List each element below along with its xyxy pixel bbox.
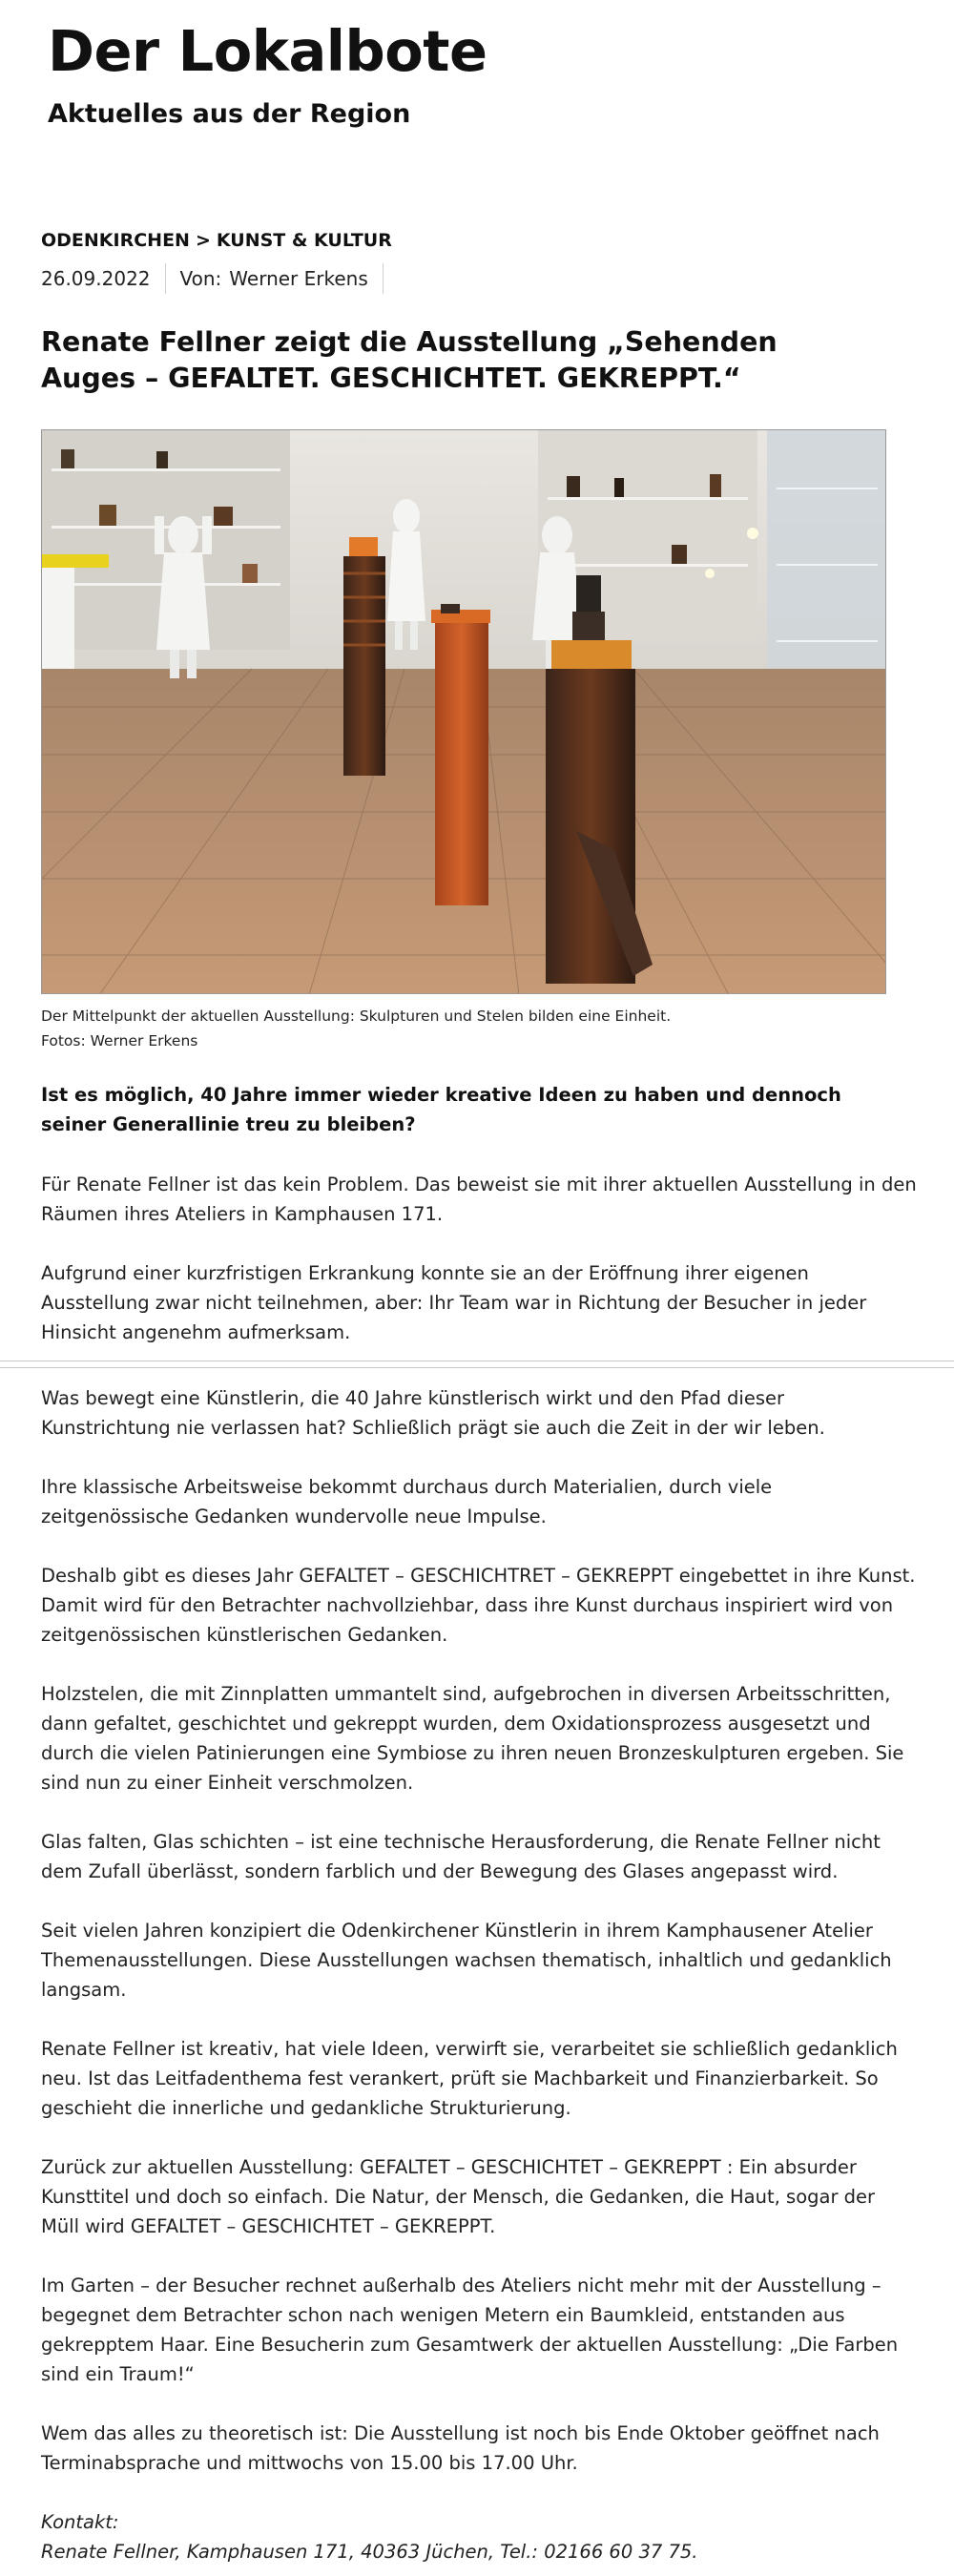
breadcrumb-location[interactable]: ODENKIRCHEN [41,230,190,251]
site-title[interactable]: Der Lokalbote [48,18,487,84]
article-paragraph: Was bewegt eine Künstlerin, die 40 Jahre künstlerisch wirkt und den Pfad dieser Kunstrichtung nie verlassen hat? Schließlich prägt sie auch die Zeit in der wir leben. [41,1387,825,1439]
site-tagline: Aktuelles aus der Region [48,99,411,129]
article-paragraph: Glas falten, Glas schichten – ist eine technische Herausforderung, die Renate Fellner nicht dem Zufall überlässt, sondern farblich und der Bewegung des Glases angepasst wird. [41,1831,881,1882]
article [41,227,919,2566]
article-paragraph: Renate Fellner ist kreativ, hat viele Ideen, verwirft sie, verarbeitet sie schließlich gedanklich neu. Ist das Leitfadenthema fest verankert, prüft sie Machbarkeit und Finanzierbarkeit. So geschieht die innerliche und gedankliche Strukturierung. [41,2038,898,2119]
article-paragraph: Im Garten – der Besucher rechnet außerhalb des Ateliers nicht mehr mit der Ausstellung – begegnet dem Betrachter schon nach wenigen Metern ein Baumkleid, entstanden aus gekrepptem Haar. Eine Besucherin zum Gesamtwerk der aktuellen Ausstellung: „Die Farben sind ein Traum!“ [41,2275,899,2385]
image-caption [41,1004,919,1053]
article-paragraph: Wem das alles zu theoretisch ist: Die Ausstellung ist noch bis Ende Oktober geöffnet nach Terminabsprache und mittwochs von 15.00 bis 17.00 Uhr. [41,2422,880,2474]
author-prefix: Von: [179,267,222,290]
contact-block [41,2507,919,2566]
article-paragraph: Zurück zur aktuellen Ausstellung: GEFALTET – GESCHICHTET – GEKREPPT : Ein absurder Kunsttitel und doch so einfach. Die Natur, der Mensch, die Gedanken, die Haut, sogar der Müll wird GEFALTET – GESCHICHTET – GEKREPPT. [41,2156,876,2237]
meta-divider [165,263,166,294]
article-paragraph: Seit vielen Jahren konzipiert die Odenkirchener Künstlerin in ihrem Kamphausener Atelier Themenausstellungen. Diese Ausstellungen wachsen thematisch, inhaltlich und gedanklich langsam. [41,1920,892,2001]
meta-divider [383,263,384,294]
article-paragraph: Ihre klassische Arbeitsweise bekommt durchaus durch Materialien, durch viele zeitgenössische Gedanken wundervolle neue Impulse. [41,1476,773,1527]
article-paragraph: Für Renate Fellner ist das kein Problem. Das beweist sie mit ihrer aktuellen Ausstellung in den Räumen ihres Ateliers in Kamphausen 171. [41,1174,917,1225]
contact-label: Kontakt: [41,2511,119,2533]
masthead [48,17,487,132]
breadcrumb-separator: > [195,230,211,251]
article-headline: Renate Fellner zeigt die Ausstellung „Sehenden Auges – GEFALTET. GESCHICHTET. GEKREPPT.“ [41,326,778,394]
article-paragraph: Aufgrund einer kurzfristigen Erkrankung konnte sie an der Eröffnung ihrer eigenen Ausstellung zwar nicht teilnehmen, aber: Ihr Team war in Richtung der Besucher in jeder Hinsicht angenehm aufmerksam. [41,1262,867,1343]
article-paragraph: Holzstelen, die mit Zinnplatten ummantelt sind, aufgebrochen in diversen Arbeitsschritten, dann gefaltet, geschichtet und gekreppt wurden, dem Oxidationsprozess ausgesetzt und durch die vielen Patinierungen eine Symbiose zu ihren neuen Bronzeskulpturen ergeben. Sie sind nun zu einer Einheit verschmolzen. [41,1683,904,1794]
article-author[interactable]: Werner Erkens [229,267,368,290]
photo-credit: Fotos: Werner Erkens [41,1032,198,1049]
article-image[interactable] [41,429,886,994]
article-lead: Ist es möglich, 40 Jahre immer wieder kreative Ideen zu haben und dennoch seiner Generallinie treu zu bleiben? [41,1084,841,1135]
page-divider [0,1367,954,1368]
caption-text: Der Mittelpunkt der aktuellen Ausstellung: Skulpturen und Stelen bilden eine Einheit. [41,1008,672,1025]
breadcrumb [41,227,919,254]
exhibition-photo [42,430,886,994]
breadcrumb-category[interactable]: KUNST & KULTUR [216,230,392,251]
contact-text[interactable]: Renate Fellner, Kamphausen 171, 40363 Jüchen, Tel.: 02166 60 37 75. [41,2541,698,2563]
article-meta [41,263,919,294]
article-paragraph: Deshalb gibt es dieses Jahr GEFALTET – GESCHICHTRET – GEKREPPT eingebettet in ihre Kunst. Damit wird für den Betrachter nachvollziehbar, dass ihre Kunst durchaus inspiriert wird von zeitgenössischen künstlerischen Gedanken. [41,1565,916,1646]
article-date: 26.09.2022 [41,267,151,290]
